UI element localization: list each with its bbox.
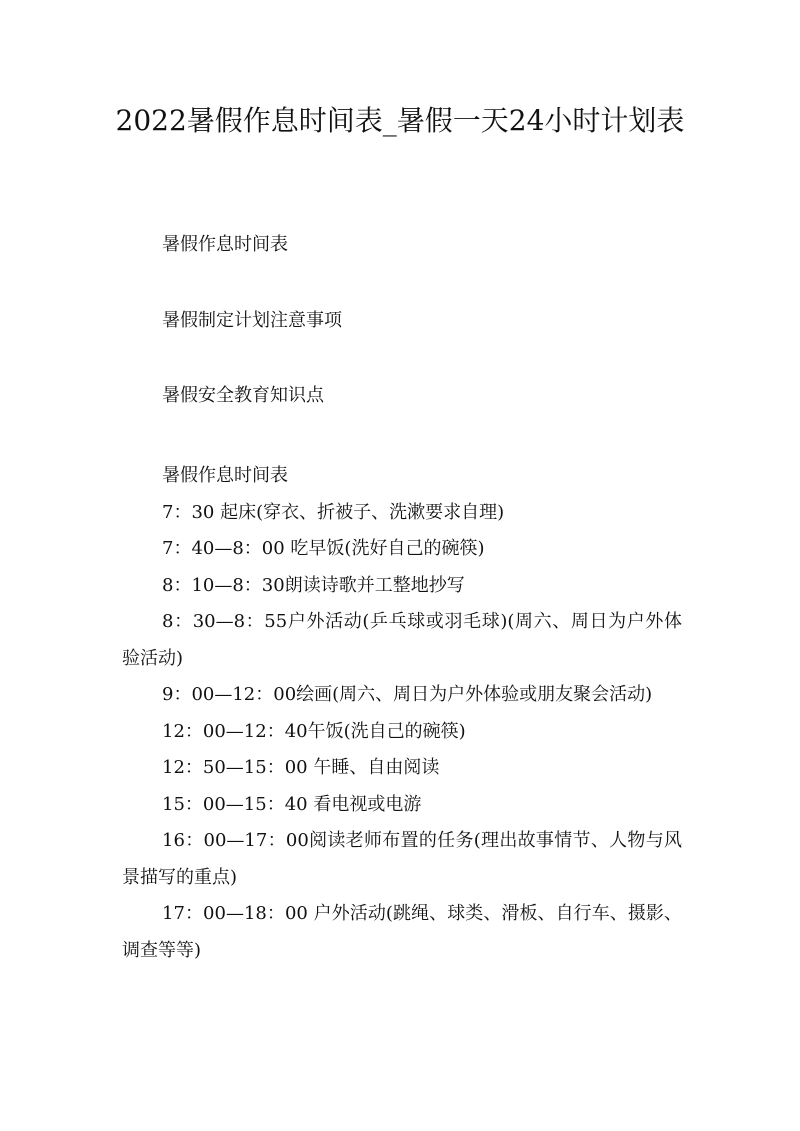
schedule-entry: 16：00—17：00阅读老师布置的任务(理出故事情节、人物与风景描写的重点) [122,830,682,888]
toc-item-planning-notes: 暑假制定计划注意事项 [162,310,342,331]
toc-item-schedule: 暑假作息时间表 [162,234,288,255]
schedule-section [122,458,682,969]
schedule-entry: 17：00—18：00 户外活动(跳绳、球类、滑板、自行车、摄影、调查等等) [122,903,682,961]
toc-item-safety-education: 暑假安全教育知识点 [162,385,324,406]
schedule-entry: 9：00—12：00绘画(周六、周日为户外体验或朋友聚会活动) [162,684,653,705]
schedule-entry: 8：10—8：30朗读诗歌并工整地抄写 [162,574,465,596]
schedule-entry: 7：30 起床(穿衣、折被子、洗漱要求自理) [162,501,505,523]
schedule-entry: 8：30—8：55户外活动(乒乓球或羽毛球)(周六、周日为户外体验活动) [122,611,682,669]
schedule-entry: 12：50—15：00 午睡、自由阅读 [162,757,440,778]
document-title: 2022暑假作息时间表_暑假一天24小时计划表 [115,104,685,137]
schedule-entry: 7：40—8：00 吃早饭(洗好自己的碗筷) [162,538,485,559]
section-heading: 暑假作息时间表 [162,465,288,486]
schedule-entry: 15：00—15：40 看电视或电游 [162,793,422,815]
schedule-entry: 12：00—12：40午饭(洗自己的碗筷) [162,720,466,742]
